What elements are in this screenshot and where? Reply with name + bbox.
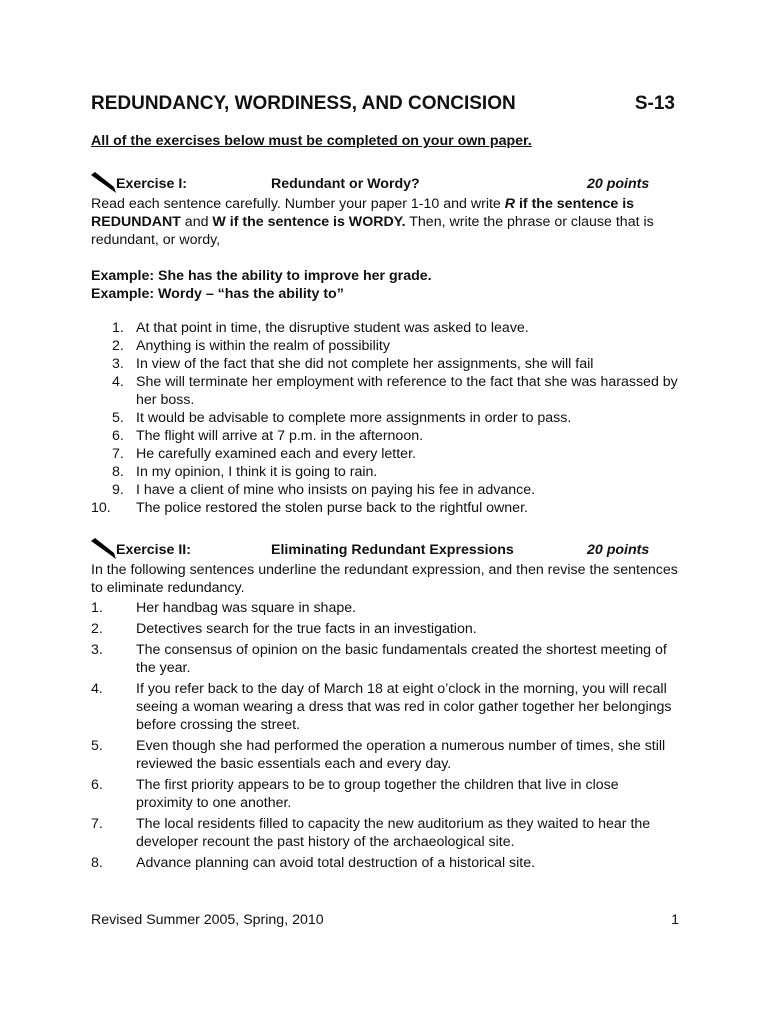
directions-text: Read each sentence carefully. Number your paper 1-10 and write	[91, 196, 505, 212]
page-title: REDUNDANCY, WORDINESS, AND CONCISION	[91, 93, 516, 114]
item-text: He carefully examined each and every letter.	[136, 446, 416, 462]
item-number: 8.	[91, 855, 103, 871]
list-item	[91, 599, 679, 617]
item-number: 4.	[112, 374, 124, 390]
list-item	[91, 373, 679, 409]
list-item	[91, 815, 679, 851]
exercise-1-points: 20 points	[587, 176, 650, 192]
exercise-1-title: Redundant or Wordy?	[271, 176, 420, 192]
list-item	[91, 680, 679, 734]
item-number: 6.	[112, 428, 124, 444]
item-number: 9.	[112, 482, 124, 498]
item-number: 7.	[112, 446, 124, 462]
item-number: 3.	[91, 642, 103, 658]
list-item	[91, 463, 679, 481]
exercise-2-header	[91, 542, 679, 562]
item-number: 4.	[91, 681, 103, 697]
list-item	[91, 737, 679, 773]
item-text: The local residents filled to capacity the new auditorium as they waited to hear the developer recount the past history of the archaeological site.	[136, 816, 651, 850]
list-item	[91, 319, 679, 337]
list-item	[91, 337, 679, 355]
item-text: In view of the fact that she did not complete her assignments, she will fail	[136, 356, 594, 372]
item-number: 2.	[91, 621, 103, 637]
item-text: The consensus of opinion on the basic fundamentals created the shortest meeting of the year.	[136, 642, 667, 676]
item-text: She will terminate her employment with reference to the fact that she was harassed by her boss.	[136, 374, 678, 408]
item-number: 1.	[91, 600, 103, 616]
item-text: Her handbag was square in shape.	[136, 600, 357, 616]
item-number: 6.	[91, 777, 103, 793]
directions-and: and	[180, 214, 213, 230]
directions-wordy: W if the sentence is WORDY.	[212, 214, 406, 230]
exercise-2-points: 20 points	[587, 542, 650, 558]
document-code: S-13	[634, 93, 675, 114]
list-item	[91, 409, 679, 427]
item-number: 3.	[112, 356, 124, 372]
page-footer	[91, 912, 679, 932]
item-text: It would be advisable to complete more assignments in order to pass.	[136, 410, 572, 426]
list-item	[91, 499, 679, 517]
exercise-1-directions	[91, 195, 679, 249]
list-item	[91, 355, 679, 373]
general-instruction: All of the exercises below must be completed on your own paper.	[91, 133, 532, 149]
exercise-2-title: Eliminating Redundant Expressions	[271, 542, 514, 558]
item-number: 10.	[91, 500, 111, 516]
item-text: In my opinion, I think it is going to rain.	[136, 464, 378, 480]
list-item	[91, 776, 679, 812]
item-text: Detectives search for the true facts in an investigation.	[136, 621, 477, 637]
item-text: Advance planning can avoid total destruction of a historical site.	[136, 855, 536, 871]
item-number: 1.	[112, 320, 124, 336]
item-number: 5.	[112, 410, 124, 426]
item-text: The flight will arrive at 7 p.m. in the afternoon.	[136, 428, 424, 444]
item-number: 8.	[112, 464, 124, 480]
exercise-1-label: Exercise I:	[116, 176, 187, 192]
title-row	[91, 93, 675, 117]
item-text: Anything is within the realm of possibility	[136, 338, 390, 354]
item-number: 5.	[91, 738, 103, 754]
list-item	[91, 445, 679, 463]
directions-r: R	[504, 196, 516, 212]
list-item	[91, 427, 679, 445]
exercise-2-list	[91, 599, 679, 875]
exercise-2-label: Exercise II:	[116, 542, 191, 558]
list-item	[91, 620, 679, 638]
directions-rest: Then, write the phrase or clause that is redundant, or wordy,	[91, 214, 654, 248]
example-1: Example: She has the ability to improve her grade.	[91, 268, 432, 284]
directions-redundant: if the sentence is REDUNDANT	[91, 196, 635, 230]
item-number: 7.	[91, 816, 103, 832]
revision-note: Revised Summer 2005, Spring, 2010	[91, 912, 324, 928]
exercise-2-directions: In the following sentences underline the redundant expression, and then revise the sentences to eliminate redundancy.	[91, 562, 678, 596]
item-text: If you refer back to the day of March 18 at eight o’clock in the morning, you will recall seeing a woman wearing a dress that was red in color gather together her belongings before crossing the street.	[136, 681, 672, 733]
item-text: At that point in time, the disruptive student was asked to leave.	[136, 320, 529, 336]
exercise-1-list	[91, 319, 679, 517]
exercise-1-header	[91, 176, 679, 196]
item-number: 2.	[112, 338, 124, 354]
list-item	[91, 481, 679, 499]
example-2: Example: Wordy – “has the ability to”	[91, 286, 344, 302]
page-number: 1	[671, 912, 679, 928]
pencil-icon	[90, 538, 116, 560]
pencil-icon	[90, 172, 116, 194]
list-item	[91, 854, 679, 872]
item-text: I have a client of mine who insists on paying his fee in advance.	[136, 482, 536, 498]
item-text: The police restored the stolen purse back to the rightful owner.	[136, 500, 528, 516]
item-text: Even though she had performed the operation a numerous number of times, she still reviewed the basic essentials each and every day.	[136, 738, 666, 772]
item-text: The first priority appears to be to group together the children that live in close proximity to one another.	[136, 777, 619, 811]
list-item	[91, 641, 679, 677]
